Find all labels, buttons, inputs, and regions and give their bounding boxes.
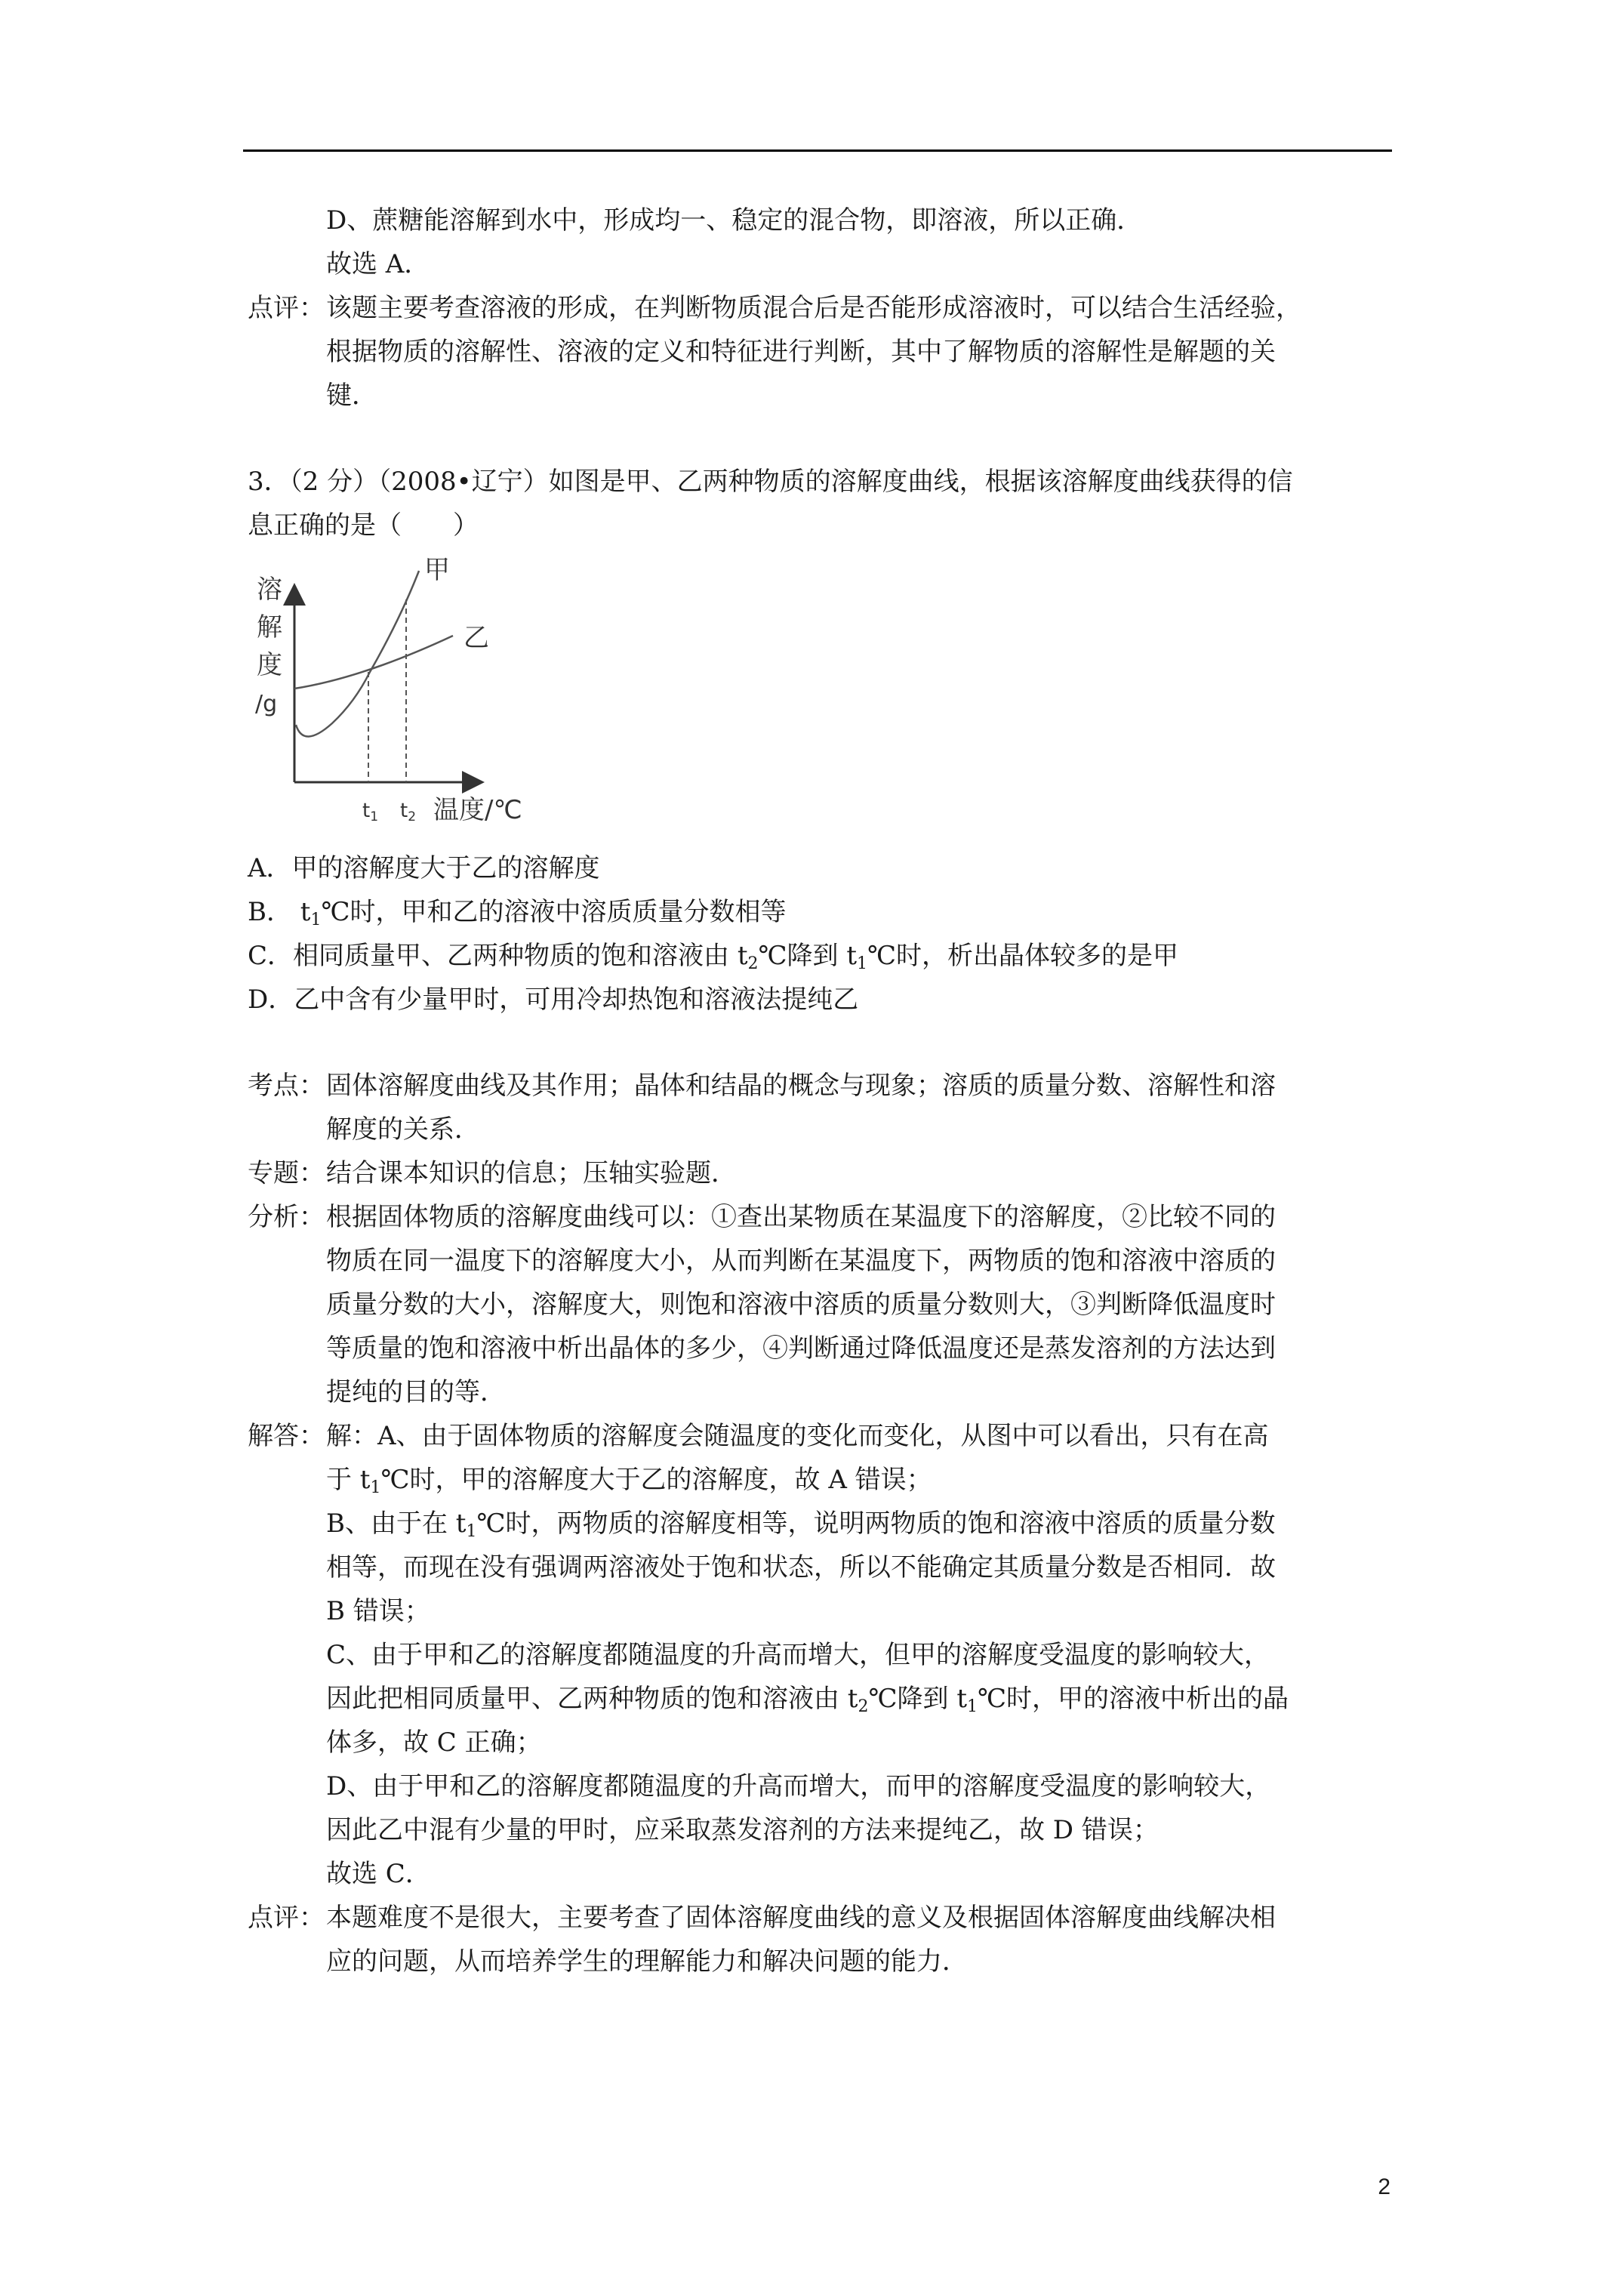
prev-option-d-explanation: D、蔗糖能溶解到水中，形成均一、稳定的混合物，即溶液，所以正确．: [326, 205, 1143, 236]
zhuanti-label: 专题：: [248, 1158, 325, 1188]
q3-comment-line-2: 应的问题，从而培养学生的理解能力和解决问题的能力．: [326, 1946, 968, 1977]
jieda-b-line-2: 相等，而现在没有强调两溶液处于饱和状态，所以不能确定其质量分数是否相同．故: [326, 1552, 1276, 1583]
fenxi-line-2: 物质在同一温度下的溶解度大小，从而判断在某温度下，两物质的饱和溶液中溶质的: [326, 1246, 1276, 1276]
solubility-curve-diagram: [249, 551, 551, 838]
t1-tick-label: t1: [362, 800, 379, 824]
jieda-c-line-3: 体多，故 C 正确；: [326, 1727, 542, 1758]
header-rule: [243, 149, 1392, 152]
fenxi-line-3: 质量分数的大小，溶解度大，则饱和溶液中溶质的质量分数则大，③判断降低温度时: [326, 1290, 1276, 1320]
curve-jia: [296, 571, 419, 737]
prev-comment-label: 点评：: [248, 293, 325, 323]
fenxi-line-1: 根据固体物质的溶解度曲线可以：①查出某物质在某温度下的溶解度，②比较不同的: [326, 1202, 1276, 1232]
y-label-char-2: 解: [257, 612, 282, 643]
option-a: A．甲的溶解度大于乙的溶解度: [248, 853, 600, 883]
q3-comment-label: 点评：: [248, 1903, 325, 1933]
fenxi-line-4: 等质量的饱和溶液中析出晶体的多少，④判断通过降低温度还是蒸发溶剂的方法达到: [326, 1333, 1276, 1364]
kaodian-line-2: 解度的关系．: [326, 1114, 480, 1145]
jieda-d-line-2: 因此乙中混有少量的甲时，应采取蒸发溶剂的方法来提纯乙，故 D 错误；: [326, 1815, 1159, 1845]
kaodian-line-1: 固体溶解度曲线及其作用；晶体和结晶的概念与现象；溶质的质量分数、溶解性和溶: [326, 1071, 1276, 1101]
fenxi-label: 分析：: [248, 1202, 325, 1232]
jieda-answer: 故选 C．: [326, 1859, 431, 1889]
jieda-d-line-1: D、由于甲和乙的溶解度都随温度的升高而增大，而甲的溶解度受温度的影响较大，: [326, 1771, 1271, 1801]
option-c: C．相同质量甲、乙两种物质的饱和溶液由 $t_2℃$降到 $t_1℃$时，析出晶体较多的是甲: [248, 941, 1179, 973]
jieda-c-line-2: 因此把相同质量甲、乙两种物质的饱和溶液由 $t_2℃$降到 $t_1℃$时，甲的溶液中析出的晶: [326, 1684, 1289, 1716]
prev-comment-line-1: 该题主要考查溶液的形成，在判断物质混合后是否能形成溶液时，可以结合生活经验，: [326, 293, 1301, 323]
option-d: D．乙中含有少量甲时，可用冷却热饱和溶液法提纯乙: [248, 985, 859, 1015]
jieda-a-line-2: 于 $t_1℃$时，甲的溶解度大于乙的溶解度，故 A 错误；: [326, 1465, 932, 1497]
jieda-c-line-1: C、由于甲和乙的溶解度都随温度的升高而增大，但甲的溶解度受温度的影响较大，: [326, 1640, 1270, 1670]
page-number: 2: [1378, 2174, 1390, 2199]
t2-tick-label: t2: [400, 800, 417, 824]
option-b: B． $t_1℃$时，甲和乙的溶液中溶质质量分数相等: [248, 897, 787, 929]
jieda-b-line-1: B、由于在 $t_1℃$时，两物质的溶解度相等，说明两物质的饱和溶液中溶质的质量分数: [326, 1509, 1276, 1541]
prev-comment-line-3: 键．: [326, 381, 377, 411]
curve-yi-label: 乙: [463, 623, 489, 653]
zhuanti-text: 结合课本知识的信息；压轴实验题．: [326, 1158, 737, 1188]
y-label-char-1: 溶: [257, 575, 282, 605]
x-axis-label: 温度/℃: [433, 795, 522, 825]
jieda-b-line-3: B 错误；: [326, 1596, 430, 1626]
y-label-char-3: 度: [257, 650, 282, 680]
prev-comment-line-2: 根据物质的溶解性、溶液的定义和特征进行判断，其中了解物质的溶解性是解题的关: [326, 337, 1276, 367]
prev-answer: 故选 A．: [326, 249, 430, 279]
curve-jia-label: 甲: [424, 555, 450, 585]
fenxi-line-5: 提纯的目的等．: [326, 1377, 506, 1407]
y-label-char-4: /g: [255, 691, 278, 717]
curve-yi: [294, 636, 453, 689]
jieda-a-line-1: 解：A、由于固体物质的溶解度会随温度的变化而变化，从图中可以看出，只有在高: [326, 1421, 1269, 1451]
q3-stem-line-1: 3．（2 分）（2008•辽宁）如图是甲、乙两种物质的溶解度曲线，根据该溶解度曲线获得的信: [248, 467, 1293, 497]
q3-stem-line-2: 息正确的是（ ）: [248, 510, 479, 541]
jieda-label: 解答：: [248, 1421, 325, 1451]
kaodian-label: 考点：: [248, 1071, 325, 1101]
q3-comment-line-1: 本题难度不是很大，主要考查了固体溶解度曲线的意义及根据固体溶解度曲线解决相: [326, 1903, 1276, 1933]
